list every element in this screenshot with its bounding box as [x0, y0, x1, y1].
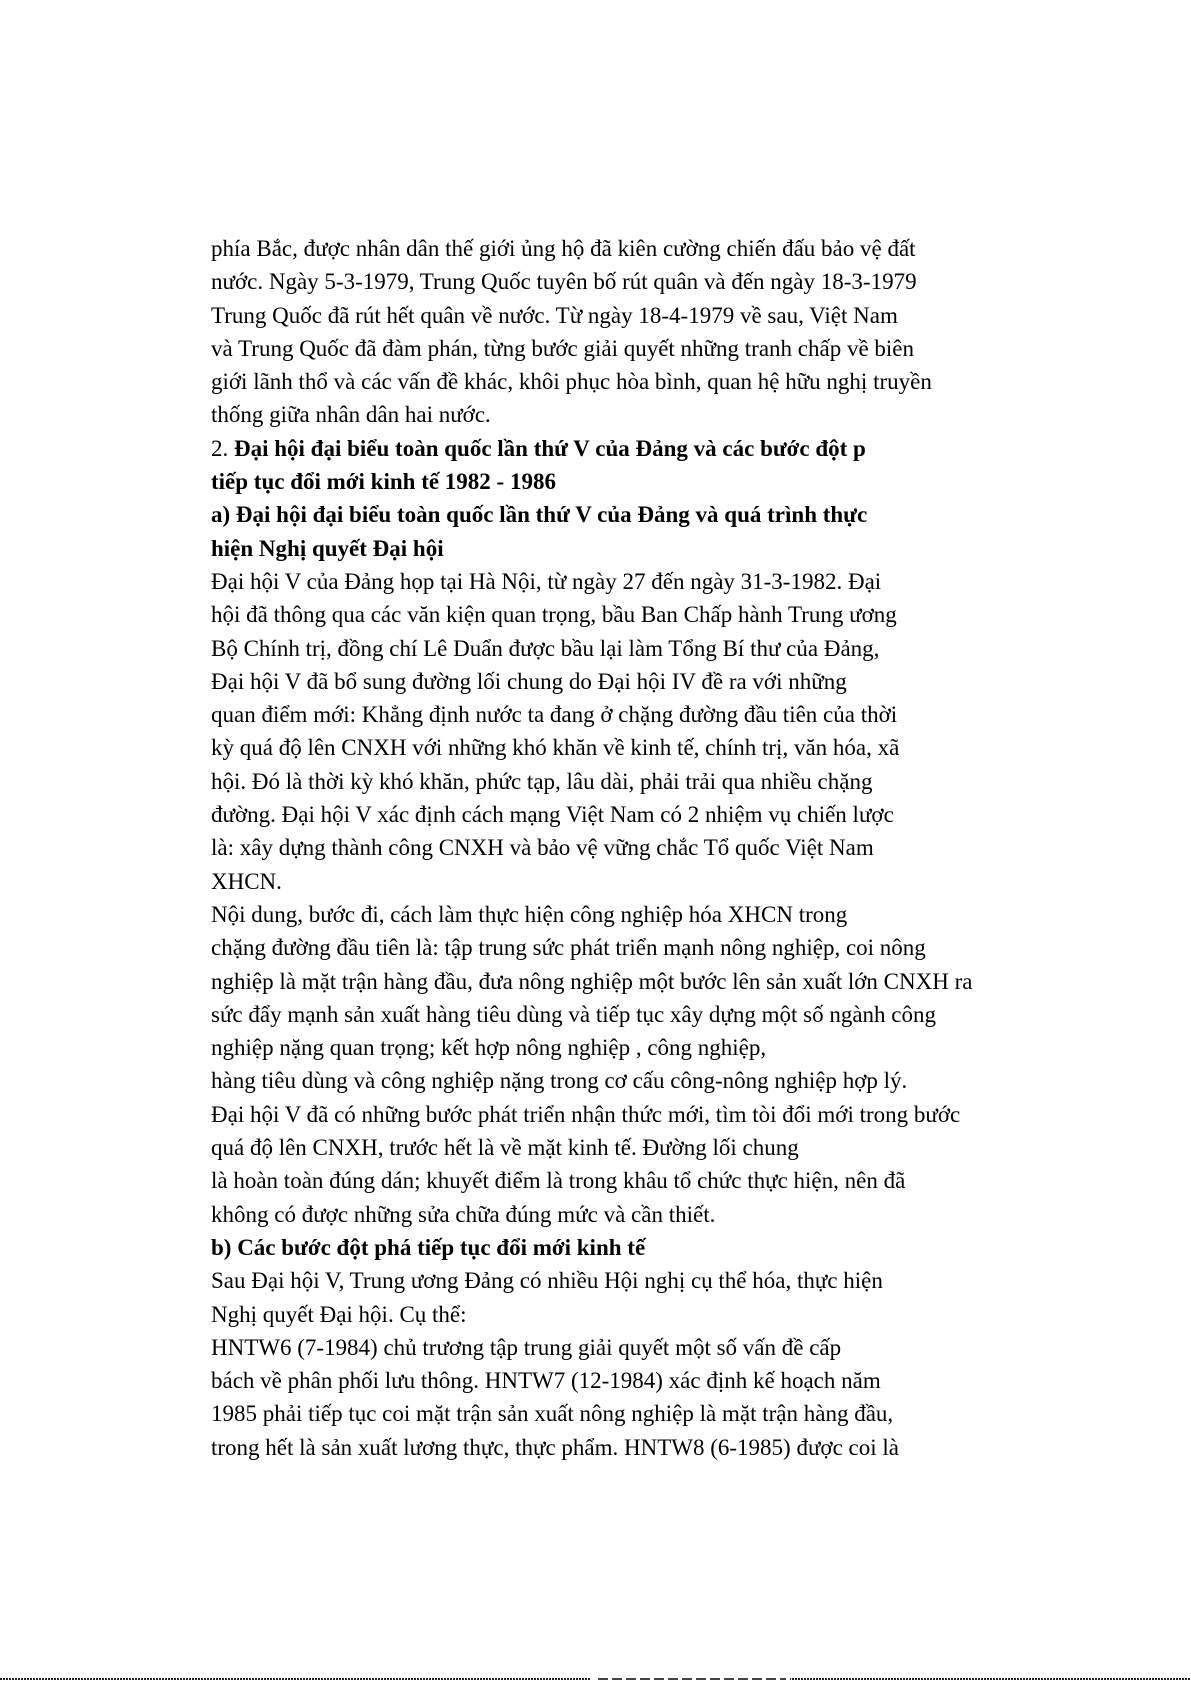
body-text: nước. Ngày 5-3-1979, Trung Quốc tuyên bố rút quân và đến ngày 18-3-1979 [211, 269, 917, 295]
body-text: Đại hội V đã có những bước phát triển nhận thức mới, tìm tòi đổi mới trong bước [211, 1101, 961, 1127]
body-text: quá độ lên CNXH, trước hết là về mặt kinh tế. Đường lối chung [211, 1135, 799, 1161]
text-line [211, 432, 1141, 465]
text-line [211, 532, 1141, 565]
body-text: hàng tiêu dùng và công nghiệp nặng trong cơ cấu công-nông nghiệp hợp lý. [211, 1068, 908, 1094]
text-line [211, 1031, 1141, 1064]
text-line [211, 332, 1141, 365]
text-line [211, 1431, 1141, 1464]
text-line [211, 731, 1141, 764]
body-text: Bộ Chính trị, đồng chí Lê Duẩn được bầu lại làm Tổng Bí thư của Đảng, [211, 635, 880, 661]
text-line [211, 865, 1141, 898]
text-line [211, 1198, 1141, 1231]
body-text: Nghị quyết Đại hội. Cụ thể: [211, 1301, 467, 1327]
body-text: chặng đường đầu tiên là: tập trung sức phát triển mạnh nông nghiệp, coi nông [211, 935, 926, 961]
text-line [211, 365, 1141, 398]
text-line [211, 1131, 1141, 1164]
text-line [211, 1298, 1141, 1331]
text-line [211, 831, 1141, 864]
text-line [211, 898, 1141, 931]
body-text: là: xây dựng thành công CNXH và bảo vệ vững chắc Tổ quốc Việt Nam [211, 835, 874, 861]
document-page [211, 232, 1141, 1464]
body-text: sức đẩy mạnh sản xuất hàng tiêu dùng và tiếp tục xây dựng một số ngành công [211, 1001, 937, 1027]
heading-text: tiếp tục đổi mới kinh tế 1982 - 1986 [211, 469, 556, 495]
text-line [211, 1164, 1141, 1197]
heading-text: hiện Nghị quyết Đại hội [211, 535, 444, 561]
text-line [211, 598, 1141, 631]
body-text: quan điểm mới: Khẳng định nước ta đang ở chặng đường đầu tiên của thời [211, 702, 898, 728]
heading-number: 2. [211, 435, 234, 461]
body-text: bách về phân phối lưu thông. HNTW7 (12-1984) xác định kế hoạch năm [211, 1368, 881, 1394]
text-line [211, 698, 1141, 731]
text-line [211, 1364, 1141, 1397]
text-line [211, 1331, 1141, 1364]
text-line [211, 1098, 1141, 1131]
text-line [211, 498, 1141, 531]
text-line [211, 998, 1141, 1031]
heading-text: Đại hội đại biểu toàn quốc lần thứ V của Đảng và các bước đột p [234, 435, 866, 461]
text-line [211, 1231, 1141, 1264]
text-line [211, 398, 1141, 431]
text-line [211, 632, 1141, 665]
body-text: Nội dung, bước đi, cách làm thực hiện công nghiệp hóa XHCN trong [211, 901, 848, 927]
body-text: giới lãnh thổ và các vấn đề khác, khôi phục hòa bình, quan hệ hữu nghị truyền [211, 369, 932, 395]
text-line [211, 265, 1141, 298]
body-text: 1985 phải tiếp tục coi mặt trận sản xuất nông nghiệp là mặt trận hàng đầu, [211, 1401, 894, 1427]
body-text: Đại hội V của Đảng họp tại Hà Nội, từ ngày 27 đến ngày 31-3-1982. Đại [211, 568, 882, 594]
body-text: trong hết là sản xuất lương thực, thực phẩm. HNTW8 (6-1985) được coi là [211, 1434, 899, 1460]
text-line [211, 965, 1141, 998]
body-text: phía Bắc, được nhân dân thế giới ủng hộ đã kiên cường chiến đấu bảo vệ đất [211, 236, 916, 261]
text-line [211, 1064, 1141, 1097]
body-text: Đại hội V đã bổ sung đường lối chung do Đại hội IV đề ra với những [211, 668, 847, 694]
body-text: hội. Đó là thời kỳ khó khăn, phức tạp, lâu dài, phải trải qua nhiều chặng [211, 768, 873, 794]
body-text: và Trung Quốc đã đàm phán, từng bước giải quyết những tranh chấp về biên [211, 335, 915, 361]
heading-text: b) Các bước đột phá tiếp tục đổi mới kinh tế [211, 1234, 646, 1260]
body-text: nghiệp là mặt trận hàng đầu, đưa nông nghiệp một bước lên sản xuất lớn CNXH ra [211, 968, 973, 994]
body-text: hội đã thông qua các văn kiện quan trọng, bầu Ban Chấp hành Trung ương [211, 602, 897, 628]
heading-text: a) Đại hội đại biểu toàn quốc lần thứ V của Đảng và quá trình thực [211, 502, 868, 528]
body-text: kỳ quá độ lên CNXH với những khó khăn về kinh tế, chính trị, văn hóa, xã [211, 735, 900, 761]
body-text: không có được những sửa chữa đúng mức và cần thiết. [211, 1201, 716, 1227]
page-bottom-rule-dash [598, 1678, 786, 1680]
text-line [211, 931, 1141, 964]
text-line [211, 232, 1141, 265]
body-text: nghiệp nặng quan trọng; kết hợp nông nghiệp , công nghiệp, [211, 1035, 767, 1061]
body-text: đường. Đại hội V xác định cách mạng Việt Nam có 2 nhiệm vụ chiến lược [211, 802, 894, 828]
text-line [211, 1264, 1141, 1297]
text-line [211, 299, 1141, 332]
body-text: Trung Quốc đã rút hết quân về nước. Từ ngày 18-4-1979 về sau, Việt Nam [211, 302, 898, 328]
text-line [211, 765, 1141, 798]
text-line [211, 1397, 1141, 1430]
text-line [211, 465, 1141, 498]
body-text: là hoàn toàn đúng dán; khuyết điểm là trong khâu tổ chức thực hiện, nên đã [211, 1168, 906, 1194]
body-text: Sau Đại hội V, Trung ương Đảng có nhiều Hội nghị cụ thể hóa, thực hiện [211, 1268, 883, 1294]
body-text: HNTW6 (7-1984) chủ trương tập trung giải quyết một số vấn đề cấp [211, 1334, 842, 1360]
body-text: thống giữa nhân dân hai nước. [211, 402, 491, 428]
text-line [211, 798, 1141, 831]
body-text: XHCN. [211, 868, 282, 894]
text-line [211, 665, 1141, 698]
text-line [211, 565, 1141, 598]
